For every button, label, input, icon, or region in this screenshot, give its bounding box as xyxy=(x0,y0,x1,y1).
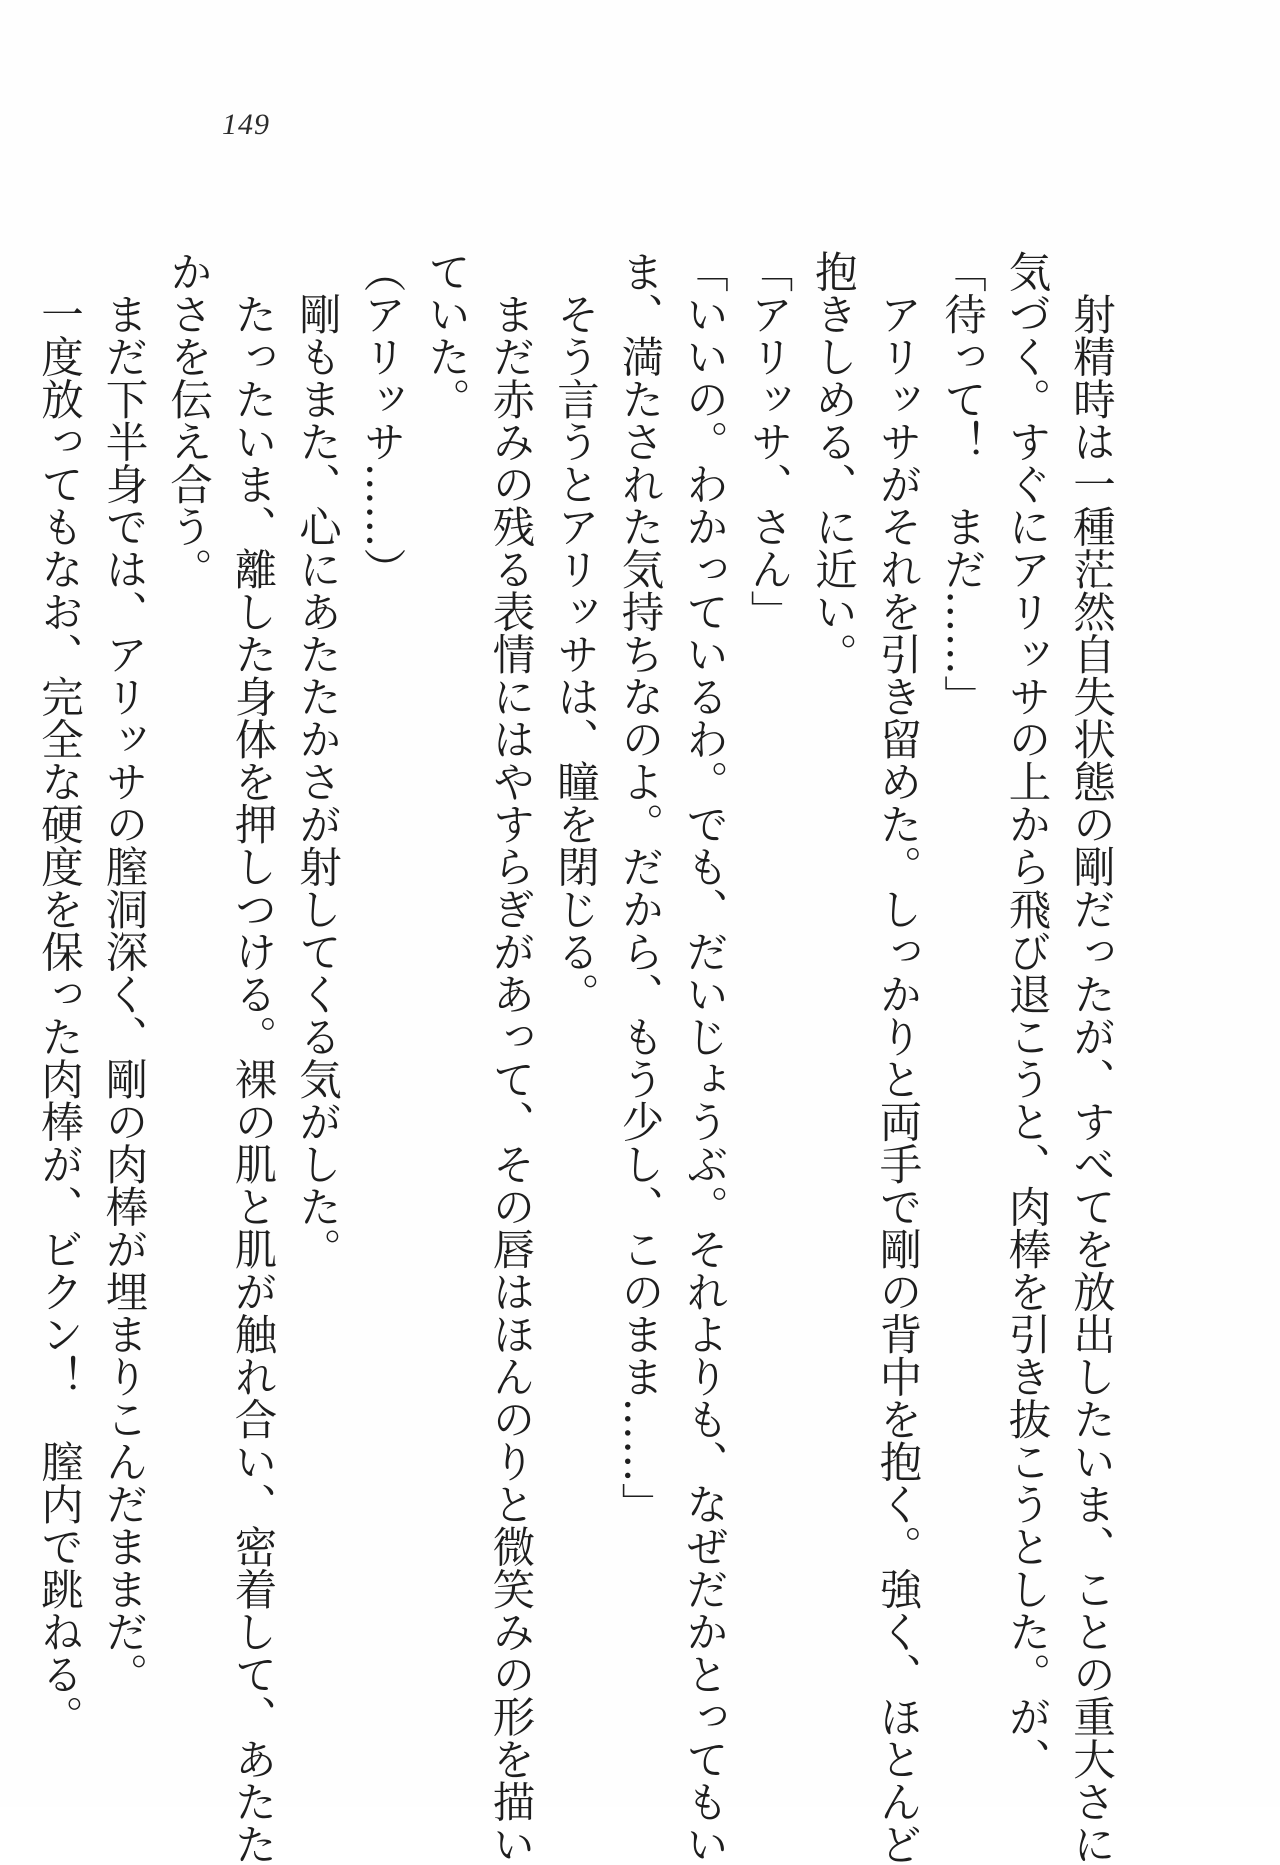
text-line: そう言うとアリッサは、瞳を閉じる。 xyxy=(550,250,599,1015)
text-line: 剛もまた、心にあたたかさが射してくる気がした。 xyxy=(292,250,341,1270)
page-number: 149 xyxy=(222,108,270,141)
text-line: アリッサがそれを引き留めた。しっかりと両手で剛の背中を抱く。強く、ほとんど xyxy=(872,250,922,1865)
text-line: 一度放ってもなお、完全な硬度を保った肉棒が、ビクン！ 膣内で跳ねる。 xyxy=(34,250,83,1738)
text-line: たったいま、離した身体を押しつける。裸の肌と肌が触れ合い、密着して、あたた xyxy=(227,250,277,1865)
text-line: 射精時は一種茫然自失状態の剛だったが、すべてを放出したいま、ことの重大さに xyxy=(1066,250,1115,1865)
text-line: 「アリッサ、さん」 xyxy=(743,250,793,633)
text-line: かさを伝え合う。 xyxy=(163,250,212,590)
text-line: まだ赤みの残る表情にはやすらぎがあって、その唇はほんのりと微笑みの形を描い xyxy=(485,250,535,1865)
text-line: 「いいの。わかっているわ。でも、だいじょうぶ。それよりも、なぜだかとってもい xyxy=(679,250,728,1865)
vertical-text-body xyxy=(26,250,1123,1865)
text-line: ま、満たされた気持ちなのよ。だから、もう少し、このまま……」 xyxy=(614,250,664,1525)
text-line: （アリッサ……） xyxy=(356,250,406,590)
text-line: 「待って！ まだ……」 xyxy=(937,250,986,718)
text-line: ていた。 xyxy=(421,250,470,420)
text-line: 抱きしめる、に近い。 xyxy=(808,250,857,675)
text-line: まだ下半身では、アリッサの膣洞深く、剛の肉棒が埋まりこんだままだ。 xyxy=(98,250,148,1695)
text-line: 気づく。すぐにアリッサの上から飛び退こうと、肉棒を引き抜こうとした。が、 xyxy=(1001,250,1051,1780)
